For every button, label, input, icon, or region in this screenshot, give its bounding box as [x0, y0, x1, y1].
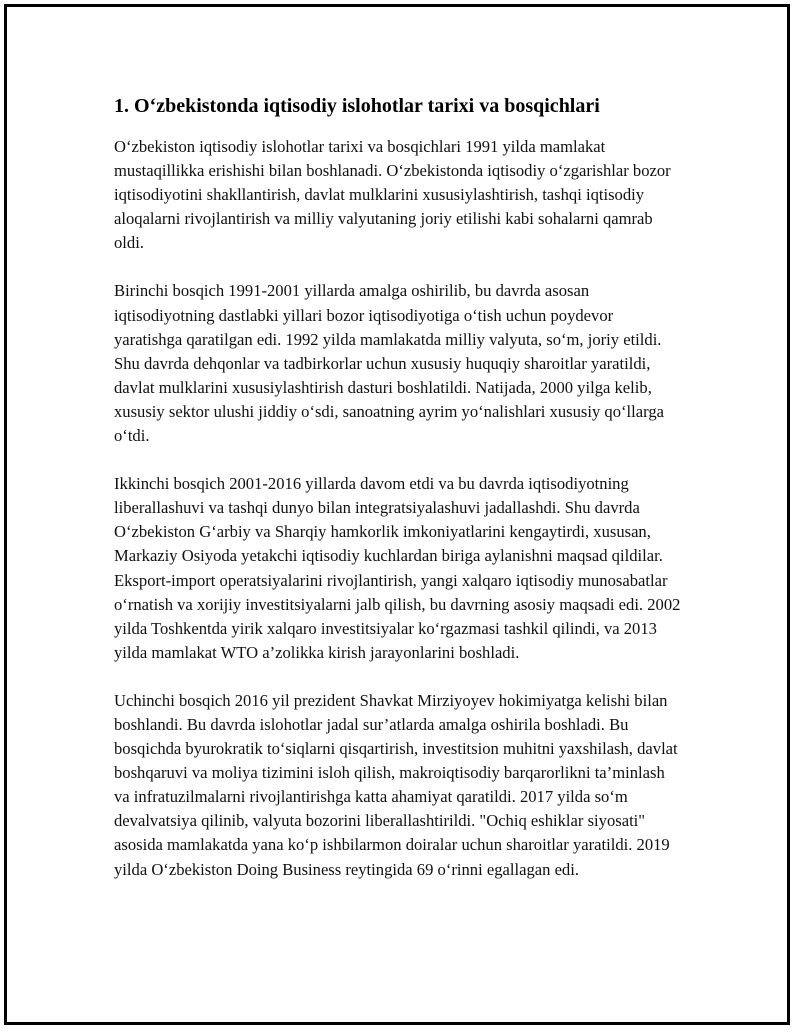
paragraph-stage-one: Birinchi bosqich 1991-2001 yillarda amalga oshirilib, bu davrda asosan iqtisodiyotning dastlabki yillari bozor iqtisodiyotiga o‘tish uchun poydevor yaratishga qaratilgan edi. 1992 yilda mamlakatda milliy valyuta, so‘m, joriy etildi. Shu davrda dehqonlar va tadbirkorlar uchun xususiy huquqiy sharoitlar yaratildi, davlat mulklarini xususiylashtirish dasturi boshlatildi. Natijada, 2000 yilga kelib, xususiy sektor ulushi jiddiy o‘sdi, sanoatning ayrim yo‘nalishlari xususiy qo‘llarga o‘tdi. [114, 281, 665, 446]
paragraph-stage-three: Uchinchi bosqich 2016 yil prezident Shavkat Mirziyoyev hokimiyatga kelishi bilan boshlandi. Bu davrda islohotlar jadal sur’atlarda amalga oshirila boshladi. Bu bosqichda byurokratik to‘siqlarni qisqartirish, investitsion muhitni yaxshilash, davlat boshqaruvi va moliya tizimini isloh qilish, makroiqtisodiy barqarorlikni ta’minlash va infratuzilmalarni rivojlantirishga katta ahamiyat qaratildi. 2017 yilda so‘m devalvatsiya qilinib, valyuta bozorini liberallashtirildi. "Ochiq eshiklar siyosati" asosida mamlakatda yana ko‘p ishbilarmon doiralar uchun sharoitlar yaratildi. 2019 yilda O‘zbekiston Doing Business reytingida 69 o‘rinni egallagan edi. [114, 690, 678, 879]
paragraph-stage-two: Ikkinchi bosqich 2001-2016 yillarda davom etdi va bu davrda iqtisodiyotning liberallashuvi va tashqi dunyo bilan integratsiyalashuvi jadallashdi. Shu davrda O‘zbekiston G‘arbiy va Sharqiy hamkorlik imkoniyatlarini kengaytirdi, xususan, Markaziy Osiyoda yetakchi iqtisodiy kuchlardan biriga aylanishni maqsad qildilar. Eksport-import operatsiyalarini rivojlantirish, yangi xalqaro iqtisodiy munosabatlar o‘rnatish va xorijiy investitsiyalarni jalb qilish, bu davrning asosiy maqsadi edi. 2002 yilda Toshkentda yirik xalqaro investitsiyalar ko‘rgazmasi tashkil qilindi, va 2013 yilda mamlakat WTO a’zolikka kirish jarayonlarini boshladi. [114, 474, 681, 662]
document-title: 1. O‘zbekistonda iqtisodiy islohotlar tarixi va bosqichlari [114, 95, 600, 117]
document-body [114, 92, 684, 906]
paragraph-intro: O‘zbekiston iqtisodiy islohotlar tarixi va bosqichlari 1991 yilda mamlakat mustaqillikka erishishi bilan boshlanadi. O‘zbekistonda iqtisodiy o‘zgarishlar bozor iqtisodiyotini shakllantirish, davlat mulklarini xususiylashtirish, tashqi iqtisodiy aloqalarni rivojlantirish va milliy valyutaning joriy etilishi kabi sohalarni qamrab oldi. [114, 137, 671, 253]
